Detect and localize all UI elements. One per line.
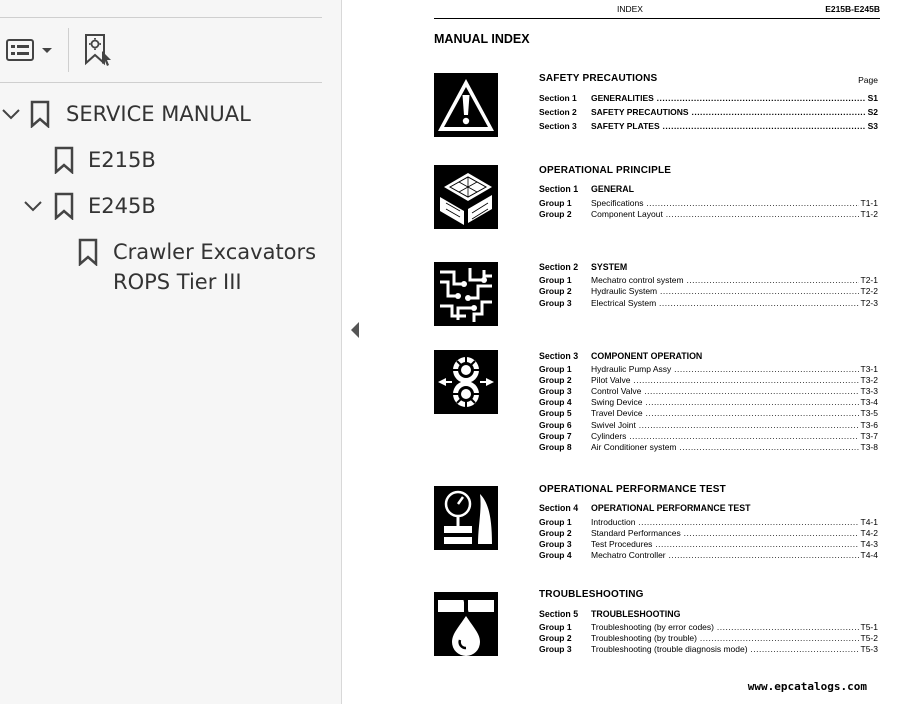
gauge-icon (434, 486, 498, 550)
entry-page: T3-6 (860, 420, 878, 430)
entry-page: T3-2 (860, 375, 878, 385)
collapse-sidebar-handle[interactable] (348, 320, 362, 340)
warning-icon (434, 73, 498, 137)
entry-page: T1-1 (860, 198, 878, 208)
chevron-down-icon[interactable] (0, 103, 22, 125)
leak-drop-icon (434, 592, 498, 656)
entry-key: Group 2 (539, 209, 572, 219)
entry-label: Swivel Joint ..... (591, 420, 878, 431)
bookmark-e215b[interactable] (54, 145, 156, 175)
index-entry[interactable] (539, 198, 878, 209)
section-heading: OPERATIONAL PRINCIPLE (539, 165, 672, 176)
entry-label: Troubleshooting (by trouble) ..... (591, 633, 878, 644)
entry-key: Section 1 (539, 93, 577, 103)
page-title: MANUAL INDEX (434, 32, 530, 46)
entry-label: Troubleshooting (trouble diagnosis mode) ..... (591, 644, 878, 655)
entry-key: Group 6 (539, 420, 572, 430)
entry-key: Group 2 (539, 528, 572, 538)
entry-page: S2 (867, 107, 878, 117)
index-entry[interactable] (539, 431, 878, 442)
subsection-heading (539, 262, 628, 272)
index-entry[interactable] (539, 644, 878, 655)
footer-watermark-url: www.epcatalogs.com (747, 680, 867, 693)
chevron-down-icon (40, 45, 54, 55)
entry-key: Group 1 (539, 198, 572, 208)
entry-page: T4-2 (860, 528, 878, 538)
subsection-label: TROUBLESHOOTING (591, 609, 681, 619)
entry-key: Group 1 (539, 275, 572, 285)
subsection-key: Section 2 (539, 262, 579, 272)
bookmark-icon (78, 238, 98, 266)
chevron-left-icon (348, 320, 362, 340)
entry-key: Group 3 (539, 386, 572, 396)
entry-label: GENERALITIES ..... (591, 93, 878, 104)
entry-key: Group 1 (539, 622, 572, 632)
bookmark-crawler-excavators[interactable] (78, 237, 316, 297)
subsection-heading (539, 503, 751, 513)
index-entry[interactable] (539, 622, 878, 633)
index-entry[interactable] (539, 286, 878, 297)
index-entry[interactable] (539, 633, 878, 644)
index-entry[interactable] (539, 442, 878, 453)
index-entry[interactable] (539, 420, 878, 431)
entry-page: T4-4 (860, 550, 878, 560)
entry-page: T4-1 (860, 517, 878, 527)
entry-key: Group 2 (539, 375, 572, 385)
index-entry[interactable] (539, 528, 878, 539)
entry-key: Group 7 (539, 431, 572, 441)
entry-key: Group 1 (539, 364, 572, 374)
entry-label: Mechatro Controller ..... (591, 550, 878, 561)
gear-pump-icon (434, 350, 498, 414)
toolbar-divider (68, 28, 69, 72)
subsection-heading (539, 184, 635, 194)
entry-label: Travel Device ..... (591, 408, 878, 419)
index-entry[interactable] (539, 275, 878, 286)
bookmark-label: E245B (88, 194, 156, 218)
page-header-right: E215B-E245B (825, 4, 880, 14)
bookmark-icon (54, 146, 74, 174)
bookmark-label-line2: ROPS Tier III (113, 270, 242, 294)
entry-key: Section 2 (539, 107, 577, 117)
entry-label: Control Valve ..... (591, 386, 878, 397)
entry-page: T5-2 (860, 633, 878, 643)
entry-key: Section 3 (539, 121, 577, 131)
add-bookmark-button[interactable] (82, 33, 118, 67)
entry-key: Group 2 (539, 286, 572, 296)
index-entry[interactable] (539, 397, 878, 408)
index-entry[interactable] (539, 408, 878, 419)
index-entry[interactable] (539, 107, 878, 118)
subsection-key: Section 1 (539, 184, 579, 194)
entry-page: T3-1 (860, 364, 878, 374)
entry-page: T3-4 (860, 397, 878, 407)
bookmarks-panel (0, 0, 342, 704)
entry-label: Mechatro control system ..... (591, 275, 878, 286)
section-heading: SAFETY PRECAUTIONS (539, 73, 658, 84)
bookmark-label: SERVICE MANUAL (66, 102, 251, 126)
entry-label: Specifications ..... (591, 198, 878, 209)
entry-page: T2-3 (860, 298, 878, 308)
index-entry[interactable] (539, 121, 878, 132)
list-options-icon (6, 39, 34, 61)
circuit-icon (434, 262, 498, 326)
subsection-label: COMPONENT OPERATION (591, 351, 703, 361)
subsection-label: GENERAL (591, 184, 635, 194)
document-page (370, 0, 917, 704)
entry-label: Troubleshooting (by error codes) ..... (591, 622, 878, 633)
entry-label: Test Procedures ..... (591, 539, 878, 550)
entry-key: Group 2 (539, 633, 572, 643)
chevron-down-icon[interactable] (22, 195, 44, 217)
subsection-heading (539, 609, 681, 619)
index-entry[interactable] (539, 93, 878, 104)
entry-label: Pilot Valve ..... (591, 375, 878, 386)
entry-label: SAFETY PRECAUTIONS ..... (591, 107, 878, 118)
entry-key: Group 4 (539, 550, 572, 560)
bookmark-icon (54, 192, 74, 220)
bookmark-icon (30, 100, 50, 128)
bookmark-label: Crawler Excavators (113, 240, 317, 264)
header-rule (434, 18, 880, 19)
entry-key: Group 1 (539, 517, 572, 527)
subsection-key: Section 4 (539, 503, 579, 513)
entry-label: SAFETY PLATES ..... (591, 121, 878, 132)
index-entry[interactable] (539, 517, 878, 528)
entry-label: Cylinders ..... (591, 431, 878, 442)
entry-page: T3-8 (860, 442, 878, 452)
entry-label: Standard Performances ..... (591, 528, 878, 539)
subsection-key: Section 3 (539, 351, 579, 361)
cube-s-icon (434, 165, 498, 229)
entry-key: Group 4 (539, 397, 572, 407)
entry-label: Hydraulic System ..... (591, 286, 878, 297)
subsection-label: OPERATIONAL PERFORMANCE TEST (591, 503, 751, 513)
index-entry[interactable] (539, 364, 878, 375)
entry-key: Group 3 (539, 298, 572, 308)
entry-page: T3-7 (860, 431, 878, 441)
index-entry[interactable] (539, 298, 878, 309)
subsection-heading (539, 351, 703, 361)
entry-page: T2-2 (860, 286, 878, 296)
entry-page: T3-5 (860, 408, 878, 418)
options-menu-button[interactable] (6, 33, 56, 67)
entry-label: Introduction ..... (591, 517, 878, 528)
entry-page: T1-2 (860, 209, 878, 219)
section-heading: TROUBLESHOOTING (539, 589, 644, 600)
entry-page: T2-1 (860, 275, 878, 285)
page-header-left: INDEX (617, 4, 643, 14)
entry-key: Group 8 (539, 442, 572, 452)
entry-label: Swing Device ..... (591, 397, 878, 408)
entry-page: S3 (867, 121, 878, 131)
index-entry[interactable] (539, 539, 878, 550)
index-entry[interactable] (539, 375, 878, 386)
entry-label: Air Conditioner system ..... (591, 442, 878, 453)
bookmark-service-manual[interactable] (0, 99, 251, 129)
bookmark-add-icon (82, 33, 114, 67)
index-entry[interactable] (539, 386, 878, 397)
index-entry[interactable] (539, 550, 878, 561)
bookmark-label: E215B (88, 148, 156, 172)
bookmark-e245b[interactable] (22, 191, 156, 221)
entry-page: T4-3 (860, 539, 878, 549)
entry-label: Hydraulic Pump Assy ..... (591, 364, 878, 375)
bookmarks-toolbar (0, 17, 322, 83)
entry-key: Group 3 (539, 539, 572, 549)
entry-page: T5-3 (860, 644, 878, 654)
entry-page: T5-1 (860, 622, 878, 632)
section-heading: OPERATIONAL PERFORMANCE TEST (539, 484, 726, 495)
entry-page: S1 (867, 93, 878, 103)
entry-key: Group 5 (539, 408, 572, 418)
subsection-label: SYSTEM (591, 262, 628, 272)
index-entry[interactable] (539, 209, 878, 220)
entry-page: T3-3 (860, 386, 878, 396)
entry-label: Electrical System ..... (591, 298, 878, 309)
entry-label: Component Layout ..... (591, 209, 878, 220)
page-column-label: Page (858, 75, 878, 85)
entry-key: Group 3 (539, 644, 572, 654)
subsection-key: Section 5 (539, 609, 579, 619)
